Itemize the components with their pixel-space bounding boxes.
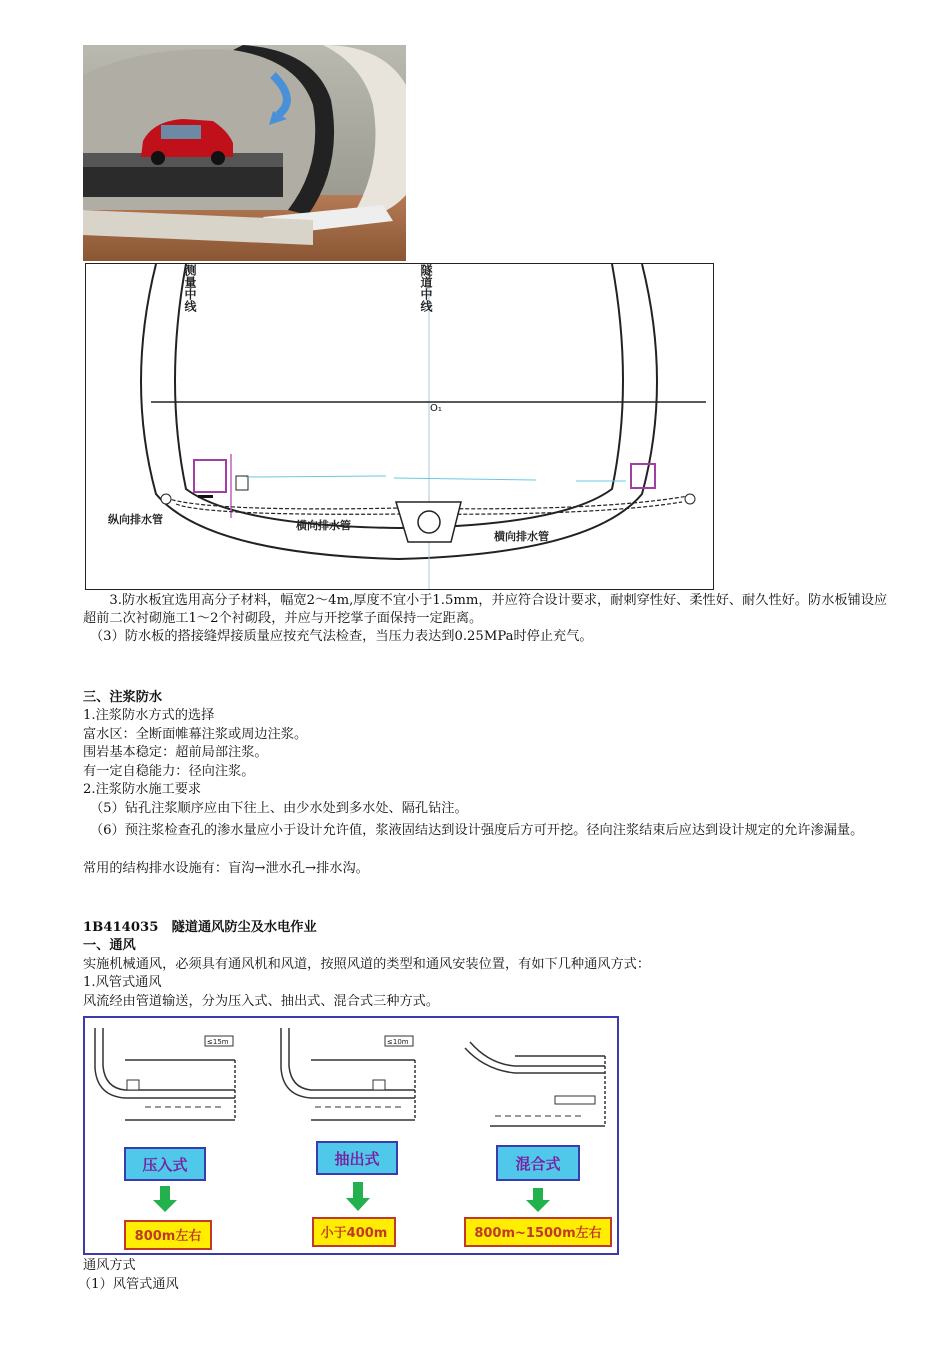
seam-weld-check-paragraph: （3）防水板的搭接缝焊接质量应按充气法检查，当压力表达到0.25MPa时停止充气。 [90,629,593,644]
transverse-drain-label-1: 横向排水管 [296,519,351,532]
grouting-heading: 三、注浆防水 [83,690,163,705]
tunnel-centerline-label: 隧道中线 [419,264,433,312]
method-3-name: 混合式 [515,1155,561,1173]
method-2-tag: ≤10m [387,1038,409,1046]
duct-ventilation-desc: 风流经由管道输送，分为压入式、抽出式、混合式三种方式。 [83,994,440,1009]
grouting-item-3: 围岩基本稳定：超前局部注浆。 [83,745,268,760]
ventilation-intro: 实施机械通风，必须具有通风机和风道，按照风道的类型和通风安装位置，有如下几种通风方式： [83,957,651,972]
method-1-tag: ≤15m [207,1038,229,1046]
method-3-distance: 800m~1500m左右 [474,1226,602,1241]
center-point-label: O₁ [430,403,442,414]
tunnel-section-drainage-diagram [85,263,714,590]
method-2-name: 抽出式 [334,1150,380,1168]
transverse-drain-label-2: 横向排水管 [494,530,549,543]
duct-ventilation-title: 1.风管式通风 [83,975,162,990]
method-2-distance: 小于400m [320,1226,388,1241]
tunnel-waterproofing-photo [83,45,406,261]
method-1-distance: 800m左右 [134,1229,202,1244]
duct-ventilation-subheading: （1）风管式通风 [78,1277,179,1292]
grouting-item-2: 富水区：全断面帷幕注浆或周边注浆。 [83,727,308,742]
ventilation-heading: 一、通风 [83,938,136,953]
method-extraction [281,1028,415,1246]
grouting-item-5: 2.注浆防水施工要求 [83,782,202,797]
grouting-item-1: 1.注浆防水方式的选择 [83,708,215,723]
grouting-item-6: （5）钻孔注浆顺序应由下往上、由少水处到多水处、隔孔钻注。 [90,801,468,816]
ventilation-methods-diagram [83,1016,619,1255]
waterproof-board-paragraph: 3.防水板宜选用高分子材料，幅宽2～4m,厚度不宜小于1.5mm，并应符合设计要求，耐刺穿性好、柔性好、耐久性好。防水板铺设应超前二次衬砌施工1～2个衬砌段，并应与开挖掌子面保持一定距离。 [83,593,888,626]
grouting-item-4: 有一定自稳能力：径向注浆。 [83,764,255,779]
method-mixed [465,1042,611,1246]
section-heading: 1B414035 隧道通风防尘及水电作业 [83,920,317,935]
survey-centerline-label: 测量中线 [183,264,197,312]
figure-caption: 通风方式 [83,1258,136,1273]
method-press-in [95,1028,235,1249]
longitudinal-drain-label: 纵向排水管 [108,513,163,526]
grouting-item-7: （6）预注浆检查孔的渗水量应小于设计允许值，浆液固结达到设计强度后方可开挖。径向注浆结束后应达到设计规定的允许渗漏量。 [90,823,864,838]
method-1-name: 压入式 [142,1156,188,1174]
drainage-facilities-line: 常用的结构排水设施有：盲沟→泄水孔→排水沟。 [83,861,369,876]
